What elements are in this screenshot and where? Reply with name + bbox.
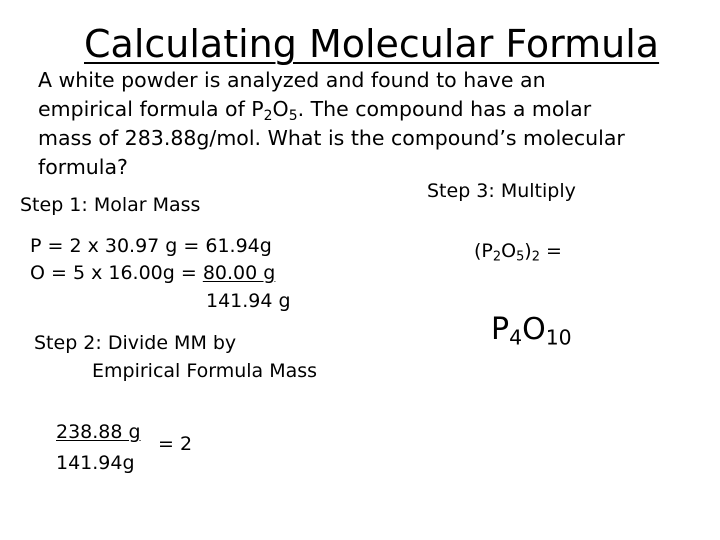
step2-heading-line-2: Empirical Formula Mass — [92, 360, 318, 382]
subscript: 4 — [509, 325, 523, 350]
step3-heading: Step 3: Multiply — [427, 180, 576, 202]
subscript: 5 — [288, 107, 298, 124]
problem-statement — [38, 66, 698, 182]
step3-expression — [474, 240, 562, 265]
numerator-text: 238.88 g — [56, 421, 141, 443]
step2-result: = 2 — [158, 433, 193, 455]
step1-heading: Step 1: Molar Mass — [20, 194, 201, 216]
subscript: 2 — [531, 249, 540, 265]
step1-total: 141.94 g — [206, 290, 291, 312]
step2-fraction-denominator: 141.94g — [56, 452, 135, 474]
step1-oxygen-line — [30, 262, 275, 284]
oxygen-calc-value: 80.00 g — [202, 262, 276, 284]
problem-line-1: A white powder is analyzed and found to have an — [38, 68, 546, 92]
problem-line-2 — [38, 95, 698, 124]
expr-text: = — [539, 240, 562, 262]
problem-text: empirical formula of P — [38, 97, 264, 121]
problem-line-3: mass of 283.88g/mol. What is the compound’s molecular — [38, 126, 625, 150]
step1-phosphorus-line: P = 2 x 30.97 g = 61.94g — [30, 235, 272, 257]
step2-heading-line-1: Step 2: Divide MM by — [34, 332, 237, 354]
problem-text: . The compound has a molar — [297, 97, 592, 121]
problem-line-4: formula? — [38, 155, 128, 179]
problem-text: O — [272, 97, 289, 121]
expr-text: ) — [524, 240, 532, 262]
answer-text: P — [491, 312, 510, 347]
slide-title: Calculating Molecular Formula — [84, 22, 660, 66]
expr-text: O — [501, 240, 517, 262]
step2-fraction-numerator — [56, 421, 141, 443]
answer-text: O — [522, 312, 546, 347]
subscript: 2 — [263, 107, 273, 124]
subscript: 10 — [545, 325, 572, 350]
subscript: 5 — [516, 249, 525, 265]
step3-answer — [491, 312, 572, 350]
expr-text: (P — [474, 240, 493, 262]
oxygen-calc-text: O = 5 x 16.00g = — [30, 262, 203, 284]
subscript: 2 — [492, 249, 502, 265]
